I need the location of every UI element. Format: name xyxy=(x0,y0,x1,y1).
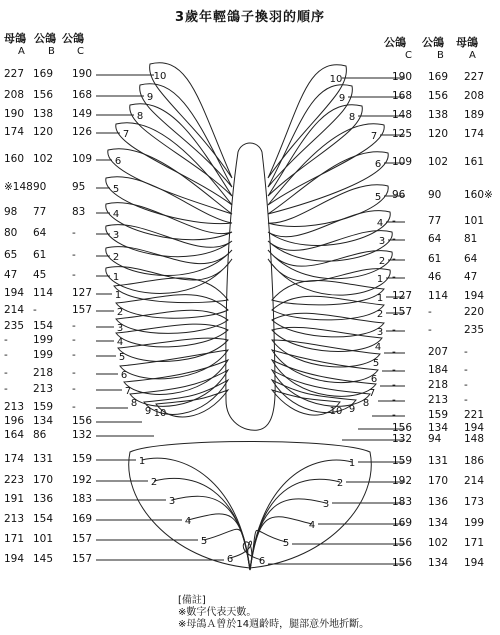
tail-right-label-3: 3 xyxy=(322,499,330,510)
tail-left-label-1: 1 xyxy=(138,456,146,467)
right-secondary-label-4: 4 xyxy=(374,342,382,353)
left-row-8-col-0: 65 xyxy=(4,249,18,261)
left-primary-label-4: 7 xyxy=(122,129,130,140)
right-row-1-col-1: 156 xyxy=(428,90,449,102)
right-row-8-col-2: 64 xyxy=(464,253,478,265)
left-row-25-col-2: 157 xyxy=(72,553,93,565)
right-row-12-col-1: - xyxy=(428,324,432,336)
left-row-24-col-1: 101 xyxy=(33,533,54,545)
right-row-21-col-2: 214 xyxy=(464,475,485,487)
right-row-16-col-2: - xyxy=(464,394,468,406)
right-row-24-col-2: 171 xyxy=(464,537,485,549)
left-row-0-col-0: 227 xyxy=(4,68,25,80)
left-row-21-col-2: 192 xyxy=(72,474,93,486)
right-row-0-col-0: 190 xyxy=(392,71,413,83)
right-row-5-col-1: 90 xyxy=(428,189,442,201)
left-row-15-col-1: 218 xyxy=(33,367,54,379)
left-primary-label-8: 3 xyxy=(112,230,120,241)
left-row-3-col-2: 126 xyxy=(72,126,93,138)
left-header-c: 公鴿 xyxy=(62,32,84,45)
right-row-8-col-0: - xyxy=(392,253,396,265)
left-secondary-label-10: 10 xyxy=(153,408,167,419)
left-row-0-col-2: 190 xyxy=(72,68,93,80)
right-row-14-col-2: - xyxy=(464,364,468,376)
right-secondary-feather-3 xyxy=(272,313,384,337)
left-row-7-col-0: 80 xyxy=(4,227,18,239)
pigeon-body xyxy=(226,143,275,430)
right-secondary-label-2: 2 xyxy=(376,309,384,320)
right-row-9-col-1: 46 xyxy=(428,271,442,283)
right-row-13-col-0: - xyxy=(392,346,396,358)
left-primary-label-2: 9 xyxy=(146,92,154,103)
left-primary-label-1: 10 xyxy=(153,71,167,82)
left-row-22-col-1: 136 xyxy=(33,493,54,505)
right-row-19-col-0: 132 xyxy=(392,433,413,445)
left-row-10-col-1: 114 xyxy=(33,287,54,299)
right-row-9-col-2: 47 xyxy=(464,271,478,283)
right-primary-label-10: 1 xyxy=(376,274,384,285)
right-row-4-col-1: 102 xyxy=(428,156,449,168)
left-secondary-feather-5 xyxy=(118,338,228,361)
left-primary-label-9: 2 xyxy=(112,252,120,263)
right-primary-label-7: 4 xyxy=(376,218,384,229)
right-row-23-col-1: 134 xyxy=(428,517,449,529)
right-row-7-col-2: 81 xyxy=(464,233,478,245)
right-secondary-feather-4 xyxy=(272,327,382,351)
tail-left-label-6: 6 xyxy=(226,554,234,565)
left-row-5-col-0: ※148 xyxy=(4,181,33,193)
right-row-19-col-2: 148 xyxy=(464,433,485,445)
right-row-10-col-2: 194 xyxy=(464,290,485,302)
right-row-3-col-1: 120 xyxy=(428,128,449,140)
right-row-18-col-2: 194 xyxy=(464,422,485,434)
left-row-23-col-1: 154 xyxy=(33,513,54,525)
right-row-21-col-0: 192 xyxy=(392,475,413,487)
left-primary-label-7: 4 xyxy=(112,209,120,220)
left-row-3-col-0: 174 xyxy=(4,126,25,138)
left-row-7-col-2: - xyxy=(72,227,76,239)
left-letter-a: A xyxy=(18,46,25,57)
left-row-19-col-1: 86 xyxy=(33,429,47,441)
right-row-19-col-1: 94 xyxy=(428,433,442,445)
right-row-12-col-2: 235 xyxy=(464,324,485,336)
right-secondary-label-6: 6 xyxy=(370,374,378,385)
left-row-8-col-1: 61 xyxy=(33,249,47,261)
left-letter-b: B xyxy=(48,46,55,57)
right-row-23-col-0: 169 xyxy=(392,517,413,529)
right-secondary-feather-1 xyxy=(272,281,384,305)
right-primary-label-2: 9 xyxy=(338,93,346,104)
right-primary-feather-6 xyxy=(268,185,388,227)
left-row-0-col-1: 169 xyxy=(33,68,54,80)
right-letter-b: B xyxy=(437,50,444,61)
right-row-10-col-0: 127 xyxy=(392,290,413,302)
left-row-14-col-2: - xyxy=(72,349,76,361)
left-row-17-col-2: - xyxy=(72,401,76,413)
left-row-16-col-0: - xyxy=(4,383,8,395)
right-row-4-col-2: 161 xyxy=(464,156,485,168)
right-secondary-label-7: 7 xyxy=(368,388,376,399)
right-row-24-col-1: 102 xyxy=(428,537,449,549)
left-row-7-col-1: 64 xyxy=(33,227,47,239)
right-row-3-col-2: 174 xyxy=(464,128,485,140)
right-row-11-col-1: - xyxy=(428,306,432,318)
left-row-9-col-2: - xyxy=(72,269,76,281)
left-secondary-feather-6 xyxy=(120,350,228,379)
right-secondary-label-1: 1 xyxy=(376,293,384,304)
right-row-15-col-0: - xyxy=(392,379,396,391)
right-row-15-col-1: 218 xyxy=(428,379,449,391)
left-letter-c: C xyxy=(77,46,84,57)
left-row-16-col-1: 213 xyxy=(33,383,54,395)
left-row-10-col-2: 127 xyxy=(72,287,93,299)
left-row-4-col-1: 102 xyxy=(33,153,54,165)
left-primary-feather-10 xyxy=(106,259,232,293)
left-row-15-col-2: - xyxy=(72,367,76,379)
tail-left-label-5: 5 xyxy=(200,536,208,547)
left-row-13-col-1: 199 xyxy=(33,334,54,346)
right-row-18-col-0: 156 xyxy=(392,422,413,434)
right-row-17-col-0: - xyxy=(392,409,396,421)
left-row-19-col-2: 132 xyxy=(72,429,93,441)
left-row-6-col-0: 98 xyxy=(4,206,18,218)
right-row-16-col-1: 213 xyxy=(428,394,449,406)
left-primary-label-3: 8 xyxy=(136,111,144,122)
right-row-20-col-0: 159 xyxy=(392,455,413,467)
left-row-5-col-2: 95 xyxy=(72,181,86,193)
right-secondary-label-9: 9 xyxy=(348,404,356,415)
left-secondary-label-6: 6 xyxy=(120,370,128,381)
page-title: 3歲年輕鴿子換羽的順序 xyxy=(174,10,326,25)
left-row-6-col-1: 77 xyxy=(33,206,47,218)
right-row-6-col-1: 77 xyxy=(428,215,442,227)
right-row-7-col-0: - xyxy=(392,233,396,245)
tail-left-label-4: 4 xyxy=(184,516,192,527)
left-secondary-label-3: 3 xyxy=(116,323,124,334)
tail-left-label-3: 3 xyxy=(168,496,176,507)
left-secondary-feather-2 xyxy=(116,295,228,319)
left-row-4-col-2: 109 xyxy=(72,153,93,165)
right-row-24-col-0: 156 xyxy=(392,537,413,549)
right-secondary-label-5: 5 xyxy=(372,358,380,369)
left-row-12-col-0: 235 xyxy=(4,320,25,332)
right-row-3-col-0: 125 xyxy=(392,128,413,140)
left-row-12-col-2: - xyxy=(72,320,76,332)
left-secondary-label-2: 2 xyxy=(116,307,124,318)
left-row-14-col-1: 199 xyxy=(33,349,54,361)
left-primary-label-10: 1 xyxy=(112,272,120,283)
right-row-1-col-0: 168 xyxy=(392,90,413,102)
right-row-20-col-1: 131 xyxy=(428,455,449,467)
right-row-14-col-0: - xyxy=(392,364,396,376)
right-row-15-col-2: - xyxy=(464,379,468,391)
right-header-b: 公鴿 xyxy=(422,36,444,49)
right-secondary-label-10: 10 xyxy=(329,406,343,417)
left-row-11-col-1: - xyxy=(33,304,37,316)
left-row-11-col-2: 157 xyxy=(72,304,93,316)
tail-right-label-1: 1 xyxy=(348,458,356,469)
right-row-1-col-2: 208 xyxy=(464,90,485,102)
right-row-0-col-1: 169 xyxy=(428,71,449,83)
right-row-2-col-0: 148 xyxy=(392,109,413,121)
right-row-20-col-2: 186 xyxy=(464,455,485,467)
left-row-22-col-0: 191 xyxy=(4,493,25,505)
left-row-23-col-2: 169 xyxy=(72,513,93,525)
right-primary-feather-7 xyxy=(268,211,390,246)
right-letter-a: A xyxy=(469,50,476,61)
left-secondary-label-8: 8 xyxy=(130,398,138,409)
left-row-20-col-0: 174 xyxy=(4,453,25,465)
right-row-22-col-2: 173 xyxy=(464,496,485,508)
right-row-25-col-0: 156 xyxy=(392,557,413,569)
right-row-9-col-0: - xyxy=(392,271,396,283)
left-row-4-col-0: 160 xyxy=(4,153,25,165)
right-row-5-col-0: 96 xyxy=(392,189,406,201)
right-primary-label-6: 5 xyxy=(374,192,382,203)
left-row-20-col-2: 159 xyxy=(72,453,93,465)
left-row-12-col-1: 154 xyxy=(33,320,54,332)
left-header-a: 母鴿 xyxy=(4,32,26,45)
tail-right-label-5: 5 xyxy=(282,538,290,549)
right-primary-label-5: 6 xyxy=(374,159,382,170)
left-row-1-col-0: 208 xyxy=(4,89,25,101)
right-row-23-col-2: 199 xyxy=(464,517,485,529)
right-header-c: 公鴿 xyxy=(384,36,406,49)
left-row-2-col-2: 149 xyxy=(72,108,93,120)
right-row-12-col-0: - xyxy=(392,324,396,336)
left-header-b: 公鴿 xyxy=(34,32,56,45)
left-row-8-col-2: - xyxy=(72,249,76,261)
left-row-17-col-1: 159 xyxy=(33,401,54,413)
left-primary-label-5: 6 xyxy=(114,156,122,167)
right-primary-label-4: 7 xyxy=(370,131,378,142)
right-row-8-col-1: 61 xyxy=(428,253,442,265)
right-primary-feather-9 xyxy=(268,250,392,279)
left-row-25-col-0: 194 xyxy=(4,553,25,565)
left-row-14-col-0: - xyxy=(4,349,8,361)
right-row-5-col-2: 160※ xyxy=(464,189,493,201)
tail-left-label-2: 2 xyxy=(150,477,158,488)
notes-line-2: ※母鴿Ａ曾於14週齡時，腿部意外地折斷。 xyxy=(178,619,370,630)
left-row-18-col-0: 196 xyxy=(4,415,25,427)
left-secondary-label-7: 7 xyxy=(124,386,132,397)
right-row-2-col-1: 138 xyxy=(428,109,449,121)
right-row-17-col-1: 159 xyxy=(428,409,449,421)
left-row-6-col-2: 83 xyxy=(72,206,86,218)
left-row-13-col-0: - xyxy=(4,334,8,346)
right-primary-feather-8 xyxy=(268,231,392,261)
left-row-10-col-0: 194 xyxy=(4,287,25,299)
right-primary-label-8: 3 xyxy=(378,236,386,247)
left-row-18-col-1: 134 xyxy=(33,415,54,427)
left-row-11-col-0: 214 xyxy=(4,304,25,316)
left-row-1-col-1: 156 xyxy=(33,89,54,101)
left-row-15-col-0: - xyxy=(4,367,8,379)
left-row-17-col-0: 213 xyxy=(4,401,25,413)
right-row-10-col-1: 114 xyxy=(428,290,449,302)
left-row-13-col-2: - xyxy=(72,334,76,346)
right-row-6-col-2: 101 xyxy=(464,215,485,227)
left-secondary-label-4: 4 xyxy=(116,337,124,348)
left-row-9-col-0: 47 xyxy=(4,269,18,281)
tail-right-label-6: 6 xyxy=(258,556,266,567)
left-row-25-col-1: 145 xyxy=(33,553,54,565)
right-row-22-col-1: 136 xyxy=(428,496,449,508)
right-row-16-col-0: - xyxy=(392,394,396,406)
right-primary-label-1: 10 xyxy=(329,74,343,85)
left-row-24-col-2: 157 xyxy=(72,533,93,545)
right-header-a: 母鴿 xyxy=(456,36,478,49)
right-row-2-col-2: 189 xyxy=(464,109,485,121)
right-row-6-col-0: - xyxy=(392,215,396,227)
right-row-13-col-2: - xyxy=(464,346,468,358)
right-row-18-col-1: 134 xyxy=(428,422,449,434)
left-row-21-col-1: 170 xyxy=(33,474,54,486)
left-primary-feather-8 xyxy=(106,225,232,257)
left-row-5-col-1: 90 xyxy=(33,181,47,193)
right-row-11-col-0: 157 xyxy=(392,306,413,318)
right-row-25-col-1: 134 xyxy=(428,557,449,569)
right-row-21-col-1: 170 xyxy=(428,475,449,487)
left-row-2-col-1: 138 xyxy=(33,108,54,120)
left-row-18-col-2: 156 xyxy=(72,415,93,427)
left-row-22-col-2: 183 xyxy=(72,493,93,505)
left-secondary-label-5: 5 xyxy=(118,352,126,363)
right-primary-label-3: 8 xyxy=(348,112,356,123)
right-primary-label-9: 2 xyxy=(378,256,386,267)
right-row-7-col-1: 64 xyxy=(428,233,442,245)
tail-right-label-2: 2 xyxy=(336,478,344,489)
left-primary-feather-2 xyxy=(140,84,232,187)
left-row-24-col-0: 171 xyxy=(4,533,25,545)
right-row-14-col-1: 184 xyxy=(428,364,449,376)
left-row-23-col-0: 213 xyxy=(4,513,25,525)
left-row-21-col-0: 223 xyxy=(4,474,25,486)
notes-heading: [備註] xyxy=(178,595,206,606)
notes-line-1: ※數字代表天數。 xyxy=(178,607,257,618)
left-row-3-col-1: 120 xyxy=(33,126,54,138)
left-row-19-col-0: 164 xyxy=(4,429,25,441)
left-row-16-col-2: - xyxy=(72,383,76,395)
left-row-1-col-2: 168 xyxy=(72,89,93,101)
left-primary-label-6: 5 xyxy=(112,184,120,195)
right-primary-feather-10 xyxy=(268,259,390,295)
right-secondary-label-3: 3 xyxy=(376,327,384,338)
right-row-13-col-1: 207 xyxy=(428,346,449,358)
right-row-4-col-0: 109 xyxy=(392,156,413,168)
left-row-9-col-1: 45 xyxy=(33,269,47,281)
left-secondary-label-9: 9 xyxy=(144,406,152,417)
right-letter-c: C xyxy=(405,50,412,61)
right-row-17-col-2: 221 xyxy=(464,409,485,421)
left-row-20-col-1: 131 xyxy=(33,453,54,465)
right-row-0-col-2: 227 xyxy=(464,71,485,83)
right-row-22-col-0: 183 xyxy=(392,496,413,508)
tail-right-label-4: 4 xyxy=(308,520,316,531)
right-row-25-col-2: 194 xyxy=(464,557,485,569)
right-row-11-col-2: 220 xyxy=(464,306,485,318)
notes xyxy=(178,595,369,631)
right-secondary-label-8: 8 xyxy=(362,398,370,409)
left-secondary-label-1: 1 xyxy=(114,290,122,301)
left-secondary-feather-3 xyxy=(116,310,228,333)
left-row-2-col-0: 190 xyxy=(4,108,25,120)
